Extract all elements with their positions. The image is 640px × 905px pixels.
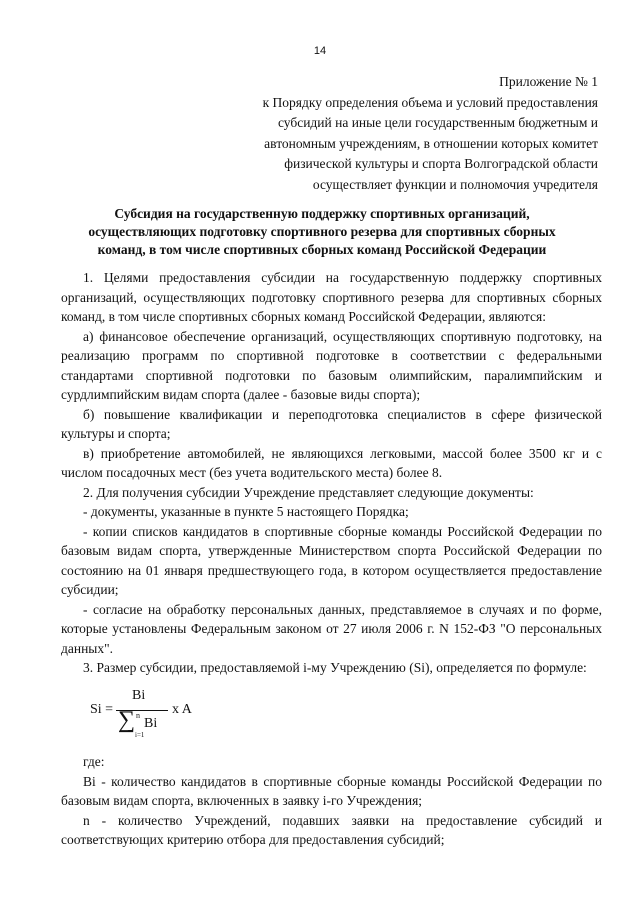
paragraph-item-v: в) приобретение автомобилей, не являющихся легковыми, массой более 3500 кг и с числом посадочных мест (без учета водительского места) более 8. [61, 445, 602, 480]
definitions-intro: где: [83, 754, 105, 769]
definition-bi: Bi - количество кандидатов в спортивные сборные команды Российской Федерации по базовым видам спорта, включенных в заявку i-го Учреждения; [61, 773, 602, 808]
sigma-lower-limit: i=1 [135, 731, 145, 739]
subsidy-formula [90, 682, 290, 746]
appendix-line: автономным учреждениям, в отношении которых комитет [264, 135, 598, 151]
page-number: 14 [313, 45, 327, 57]
appendix-line: к Порядку определения объема и условий предоставления [262, 94, 598, 110]
paragraph-doc-item: - копии списков кандидатов в спортивные сборные команды Российской Федерации по базовым видам спорта, утвержденные Министерством спорта Российской Федерации по состоянию на 01 января предшествующего года, в котором осуществляется предоставление субсидии; [61, 523, 602, 597]
definition-n: n - количество Учреждений, подавших заявки на предоставление субсидий и соответствующих критерию отбора для предоставления субсидий; [61, 812, 602, 847]
formula-numerator: Bi [132, 688, 146, 703]
title-line: команд, в том числе спортивных сборных команд Российской Федерации [97, 242, 547, 257]
paragraph-item-a: а) финансовое обеспечение организаций, осуществляющих спортивную подготовку, на реализацию программ по спортивной подготовке в соответствии с федеральными стандартами спортивной подготовки по базовым олимпийским, паралимпийским и сурдлимпийским видам спорта (далее - базовые виды спорта); [61, 328, 602, 402]
document-body [61, 268, 602, 678]
appendix-line: осуществляет функции и полномочия учредителя [312, 176, 598, 192]
formula-denominator: Bi [144, 716, 158, 731]
formula-rhs: x A [172, 702, 192, 717]
title-line: осуществляющих подготовку спортивного резерва для спортивных сборных [88, 224, 556, 239]
definitions [61, 752, 602, 850]
sigma-upper-limit: n [136, 711, 140, 720]
paragraph-item-b: б) повышение квалификации и переподготовка специалистов в сфере физической культуры и спорта; [61, 406, 602, 441]
title-line: Субсидия на государственную поддержку спортивных организаций, [114, 206, 530, 221]
formula-lhs: Si = [90, 702, 114, 717]
paragraph-subsidy-size: 3. Размер субсидии, предоставляемой i-му Учреждению (Si), определяется по формуле: [83, 660, 587, 675]
appendix-line: физической культуры и спорта Волгоградской области [284, 156, 598, 171]
sigma-symbol: ∑ [118, 707, 136, 733]
paragraph-documents: 2. Для получения субсидии Учреждение представляет следующие документы: [83, 484, 534, 500]
paragraph-doc-item: - согласие на обработку персональных данных, представляемое в случаях и по форме, которые установлены Федеральным законом от 27 июля 2006 г. N 152-ФЗ "О персональных данных". [61, 601, 602, 656]
document-title [52, 205, 592, 259]
paragraph-purpose: 1. Целями предоставления субсидии на государственную поддержку спортивных организаций, осуществляющих подготовку спортивного резерва для спортивных сборных команд, в том числе спортивных сборных команд Российской Федерации, являются: [61, 270, 602, 324]
appendix-header [198, 72, 598, 195]
paragraph-doc-item: - документы, указанные в пункте 5 настоящего Порядка; [83, 504, 409, 519]
appendix-line: субсидий на иные цели государственным бюджетным и [277, 115, 598, 130]
appendix-line: Приложение № 1 [499, 74, 598, 89]
